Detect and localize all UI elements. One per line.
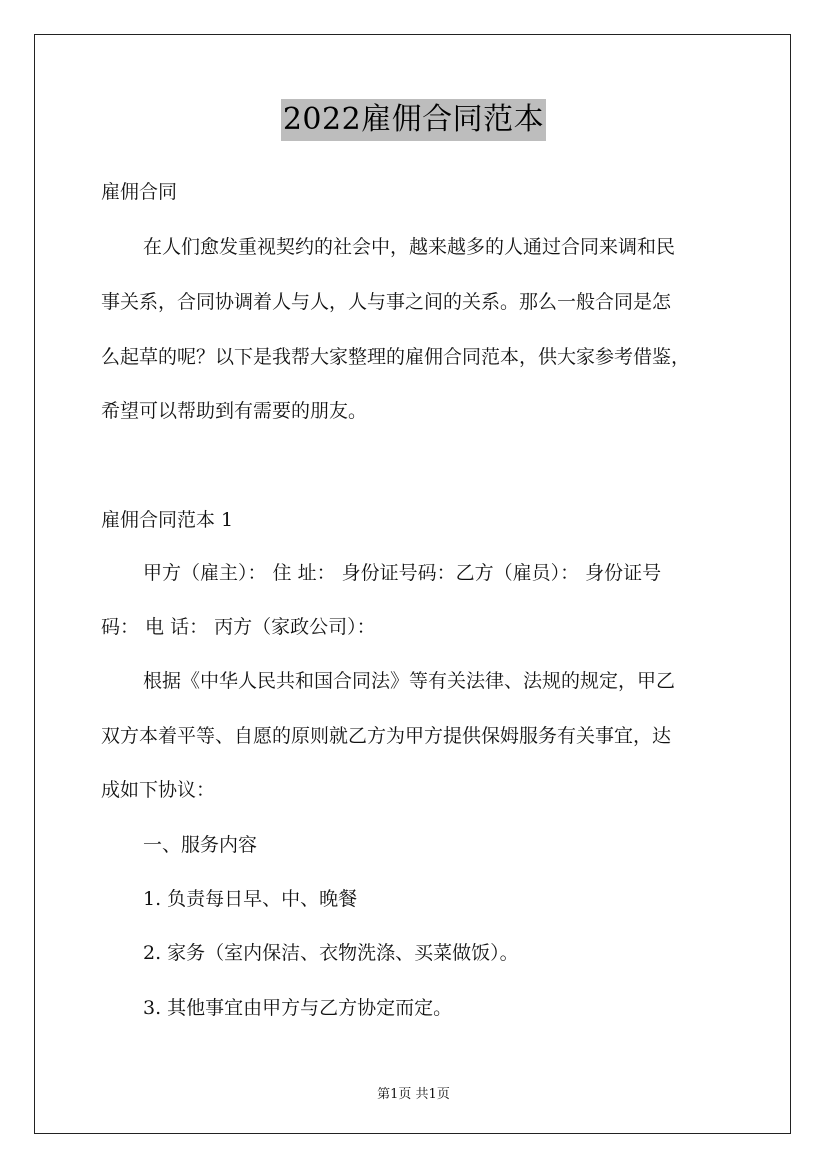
parties-line: 甲方（雇主）： 住 址： 身份证号码：乙方（雇员）： 身份证号 (143, 562, 662, 584)
parties-line: 码： 电 话： 丙方（家政公司）： (101, 616, 376, 638)
intro-line: 事关系，合同协调着人与人，人与事之间的关系。那么一般合同是怎 (101, 291, 672, 313)
basis-line: 根据《中华人民共和国合同法》等有关法律、法规的规定，甲乙 (143, 670, 676, 692)
list-item: 1. 负责每日早、中、晚餐 (143, 888, 358, 910)
basis-line: 双方本着平等、自愿的原则就乙方为甲方提供保姆服务有关事宜，达 (101, 725, 672, 747)
intro-line: 在人们愈发重视契约的社会中，越来越多的人通过合同来调和民 (143, 236, 676, 258)
document-title: 2022雇佣合同范本 (281, 99, 546, 141)
title-container (0, 99, 827, 141)
basis-line: 成如下协议： (101, 779, 216, 801)
intro-line: 么起草的呢？以下是我帮大家整理的雇佣合同范本，供大家参考借鉴， (101, 346, 691, 368)
page-footer: 第1页 共1页 (377, 1087, 450, 1102)
list-item: 3. 其他事宜由甲方与乙方协定而定。 (143, 997, 453, 1019)
list-item: 2. 家务（室内保洁、衣物洗涤、买菜做饭）。 (143, 942, 519, 964)
intro-line: 希望可以帮助到有需要的朋友。 (101, 400, 368, 422)
section-heading: 雇佣合同 (101, 181, 178, 203)
section-title: 一、服务内容 (143, 834, 258, 856)
section-heading: 雇佣合同范本 1 (101, 509, 234, 531)
